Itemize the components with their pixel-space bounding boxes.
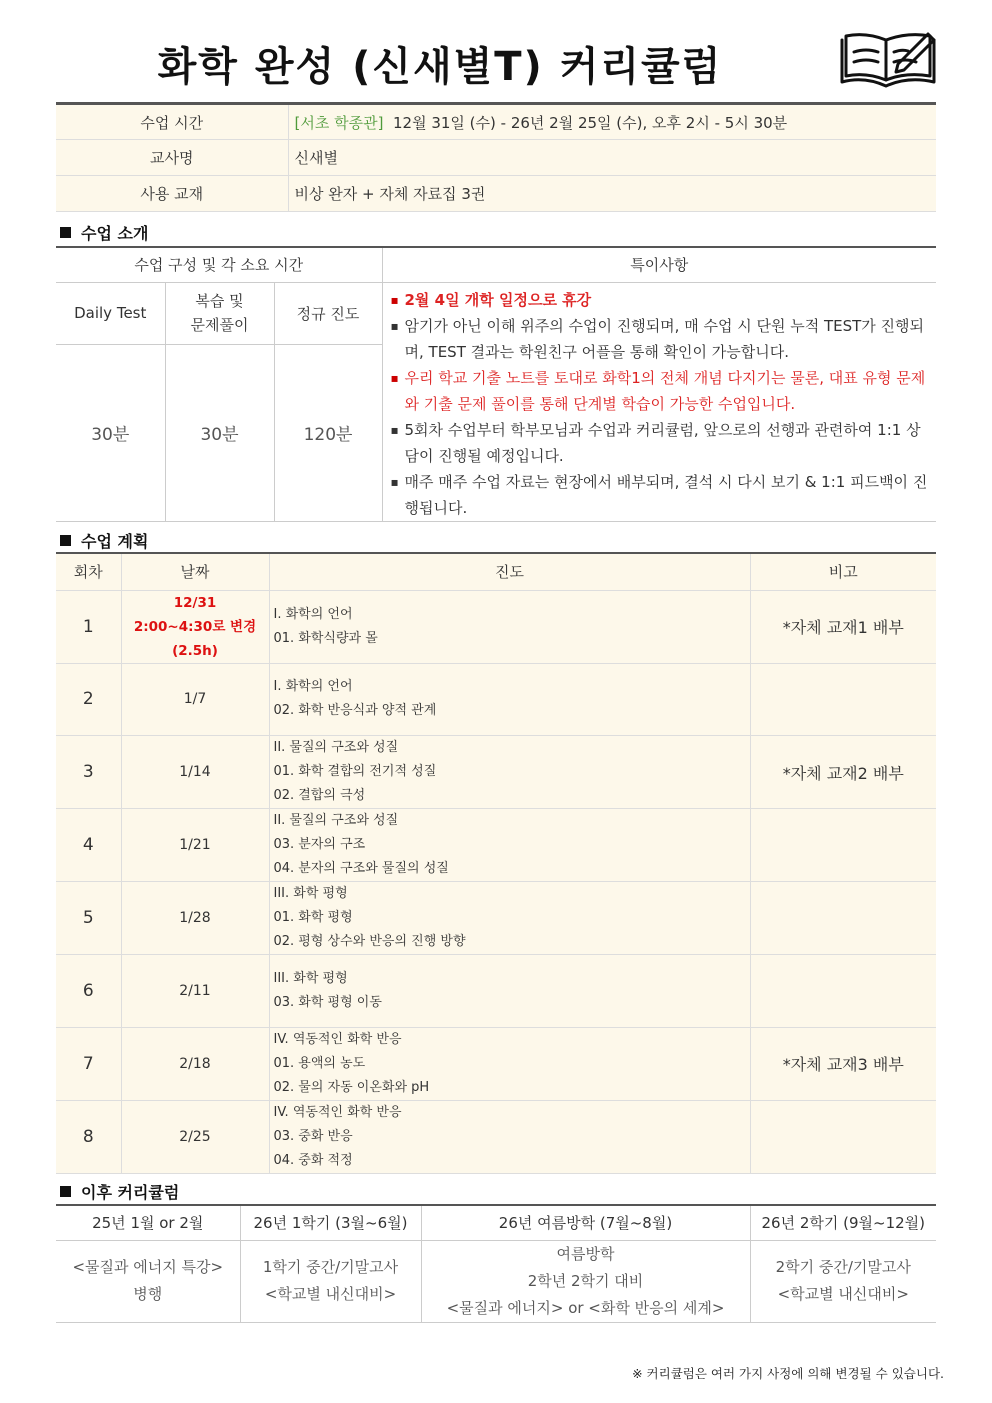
after-header-1: 25년 1월 or 2월	[56, 1205, 240, 1240]
row-date: 1/28	[121, 882, 269, 955]
progress-line: II. 물질의 구조와 성질	[273, 740, 399, 756]
row-date	[121, 590, 269, 663]
progress-line: I. 화학의 언어	[273, 606, 353, 622]
row-date: 1/14	[121, 736, 269, 809]
row-progress	[269, 1100, 750, 1173]
row-note: *자체 교재3 배부	[750, 1027, 936, 1100]
teacher-label: 교사명	[56, 140, 288, 176]
date-line-2: 2:00~4:30로 변경	[133, 618, 257, 635]
time-label: 수업 시간	[56, 104, 288, 140]
after-header-2: 26년 1학기 (3월~6월)	[240, 1205, 421, 1240]
date-line-3: (2.5h)	[172, 642, 218, 659]
row-progress	[269, 809, 750, 882]
note-item	[389, 365, 931, 417]
progress-line: I. 화학의 언어	[273, 679, 353, 695]
notes-cell	[382, 282, 936, 521]
row-note: *자체 교재1 배부	[750, 590, 936, 663]
table-row	[56, 1027, 936, 1100]
progress-line: 03. 중화 반응	[273, 1128, 353, 1144]
row-no: 2	[56, 663, 121, 736]
row-no: 4	[56, 809, 121, 882]
book-label: 사용 교재	[56, 176, 288, 212]
progress-line: III. 화학 평형	[273, 970, 348, 986]
row-no: 5	[56, 882, 121, 955]
note-text-1: 암기가 아닌 이해 위주의 수업이 진행되며, 매 수업 시 단원 누적 TEST가 진행되며, TEST 결과는 학원친구 어플을 통해 확인이 가능합니다.	[404, 316, 925, 361]
daily-test-value: 30분	[56, 344, 165, 521]
table-row	[56, 663, 936, 736]
progress-line: 01. 화학식량과 몰	[273, 630, 378, 646]
progress-line: II. 물질의 구조와 성질	[273, 813, 399, 829]
plan-header-row	[56, 553, 936, 590]
row-no: 3	[56, 736, 121, 809]
progress-line: 04. 중화 적정	[273, 1152, 353, 1168]
after-cell-1	[56, 1240, 240, 1322]
note-item	[389, 313, 931, 365]
after-header-3: 26년 여름방학 (7월~8월)	[421, 1205, 750, 1240]
review-header-l1: 복습 및	[195, 292, 244, 311]
plan-header-progress: 진도	[269, 553, 750, 590]
square-bullet-icon	[60, 1186, 71, 1197]
date-line-1: 12/31	[173, 594, 217, 611]
row-note	[750, 882, 936, 955]
review-header	[165, 282, 274, 344]
note-text-0: 2월 4일 개학 일정으로 휴강	[404, 290, 592, 309]
after-table	[56, 1204, 936, 1323]
progress-line: 02. 물의 자동 이온화와 pH	[273, 1079, 430, 1095]
row-progress	[269, 955, 750, 1028]
teacher-value: 신새별	[288, 140, 936, 176]
row-date: 1/21	[121, 809, 269, 882]
book-pen-icon	[836, 30, 940, 94]
row-note	[750, 663, 936, 736]
intro-subheader-row	[56, 282, 936, 344]
progress-line: III. 화학 평형	[273, 886, 348, 902]
note-item	[389, 287, 931, 313]
progress-line: 03. 화학 평형 이동	[273, 994, 382, 1010]
after-cell-line: 병행	[133, 1285, 163, 1303]
square-bullet-icon	[60, 535, 71, 546]
page-title: 화학 완성 (신새별T) 커리큘럼	[157, 44, 723, 90]
note-text-3: 5회차 수업부터 학부모님과 수업과 커리큘럼, 앞으로의 선행과 관련하여 1:1 상담이 진행될 예정입니다.	[404, 420, 921, 465]
table-row	[56, 590, 936, 663]
plan-header-note: 비고	[750, 553, 936, 590]
regular-value: 120분	[274, 344, 382, 521]
progress-line: 04. 분자의 구조와 물질의 성질	[273, 861, 449, 877]
plan-header-no: 회차	[56, 553, 121, 590]
time-value: 12월 31일 (수) - 26년 2월 25일 (수), 오후 2시 - 5시 30분	[392, 113, 788, 132]
row-date: 2/11	[121, 955, 269, 1028]
square-bullet-icon	[60, 227, 71, 238]
intro-table	[56, 246, 936, 522]
progress-line: 03. 분자의 구조	[273, 837, 366, 853]
daily-test-header: Daily Test	[56, 282, 165, 344]
row-no: 8	[56, 1100, 121, 1173]
time-location: [서초 학종관]	[294, 113, 384, 132]
info-row-teacher	[56, 140, 936, 176]
after-cell-line: 1학기 중간/기말고사	[262, 1258, 399, 1276]
row-progress	[269, 736, 750, 809]
title-area	[0, 30, 992, 100]
after-cell-line: 2학년 2학기 대비	[527, 1271, 644, 1290]
section-after-title	[60, 1180, 179, 1203]
after-cell-3	[421, 1240, 750, 1322]
after-cell-line: <물질과 에너지> or <화학 반응의 세계>	[446, 1298, 725, 1317]
progress-line: 02. 결합의 극성	[273, 788, 366, 804]
plan-header-date: 날짜	[121, 553, 269, 590]
row-date: 1/7	[121, 663, 269, 736]
after-body-row	[56, 1240, 936, 1322]
after-cell-line: 2학기 중간/기말고사	[775, 1258, 911, 1276]
section-plan-label: 수업 계획	[81, 532, 149, 551]
regular-header: 정규 진도	[274, 282, 382, 344]
info-table	[56, 102, 936, 212]
progress-line: 01. 화학 결합의 전기적 성질	[273, 764, 437, 780]
section-intro-title	[60, 221, 148, 244]
progress-line: IV. 역동적인 화학 반응	[273, 1104, 402, 1120]
row-date: 2/18	[121, 1027, 269, 1100]
row-progress	[269, 590, 750, 663]
note-text-2: 우리 학교 기출 노트를 토대로 화학1의 전체 개념 다지기는 물론, 대표 유형 문제와 기출 문제 풀이를 통해 단계별 학습이 가능한 수업입니다.	[404, 368, 926, 413]
section-after-label: 이후 커리큘럼	[81, 1183, 180, 1202]
after-cell-line: <학교별 내신대비>	[264, 1285, 397, 1303]
note-item	[389, 417, 931, 469]
progress-line: 02. 평형 상수와 반응의 진행 방향	[273, 934, 466, 950]
after-header-4: 26년 2학기 (9월~12월)	[750, 1205, 936, 1240]
intro-header-row	[56, 247, 936, 282]
info-row-time	[56, 104, 936, 140]
time-value-cell	[288, 104, 936, 140]
row-no: 7	[56, 1027, 121, 1100]
plan-table	[56, 552, 936, 1174]
row-note: *자체 교재2 배부	[750, 736, 936, 809]
book-value: 비상 완자 + 자체 자료집 3권	[288, 176, 936, 212]
after-cell-line: <물질과 에너지 특강>	[72, 1258, 224, 1276]
section-intro-label: 수업 소개	[81, 224, 149, 243]
row-note	[750, 809, 936, 882]
row-no: 6	[56, 955, 121, 1028]
table-row	[56, 809, 936, 882]
table-row	[56, 736, 936, 809]
composition-header: 수업 구성 및 각 소요 시간	[56, 247, 382, 282]
note-text-4: 매주 매주 수업 자료는 현장에서 배부되며, 결석 시 다시 보기 & 1:1 피드백이 진행됩니다.	[404, 472, 928, 517]
progress-line: 02. 화학 반응식과 양적 관계	[273, 703, 437, 719]
review-value: 30분	[165, 344, 274, 521]
row-note	[750, 955, 936, 1028]
notes-header: 특이사항	[382, 247, 936, 282]
table-row	[56, 882, 936, 955]
row-progress	[269, 1027, 750, 1100]
after-cell-4	[750, 1240, 936, 1322]
footnote: ※ 커리큘럼은 여러 가지 사정에 의해 변경될 수 있습니다.	[632, 1366, 944, 1381]
info-row-book	[56, 176, 936, 212]
progress-line: 01. 용액의 농도	[273, 1055, 366, 1071]
row-progress	[269, 882, 750, 955]
review-header-l2: 문제풀이	[190, 316, 249, 335]
after-cell-line: 여름방학	[556, 1244, 615, 1263]
note-item	[389, 469, 931, 521]
progress-line: 01. 화학 평형	[273, 910, 353, 926]
after-cell-2	[240, 1240, 421, 1322]
row-no: 1	[56, 590, 121, 663]
row-progress	[269, 663, 750, 736]
table-row	[56, 955, 936, 1028]
section-plan-title	[60, 529, 148, 552]
after-cell-line: <학교별 내신대비>	[777, 1285, 909, 1303]
row-date: 2/25	[121, 1100, 269, 1173]
after-header-row	[56, 1205, 936, 1240]
row-note	[750, 1100, 936, 1173]
table-row	[56, 1100, 936, 1173]
progress-line: IV. 역동적인 화학 반응	[273, 1031, 402, 1047]
